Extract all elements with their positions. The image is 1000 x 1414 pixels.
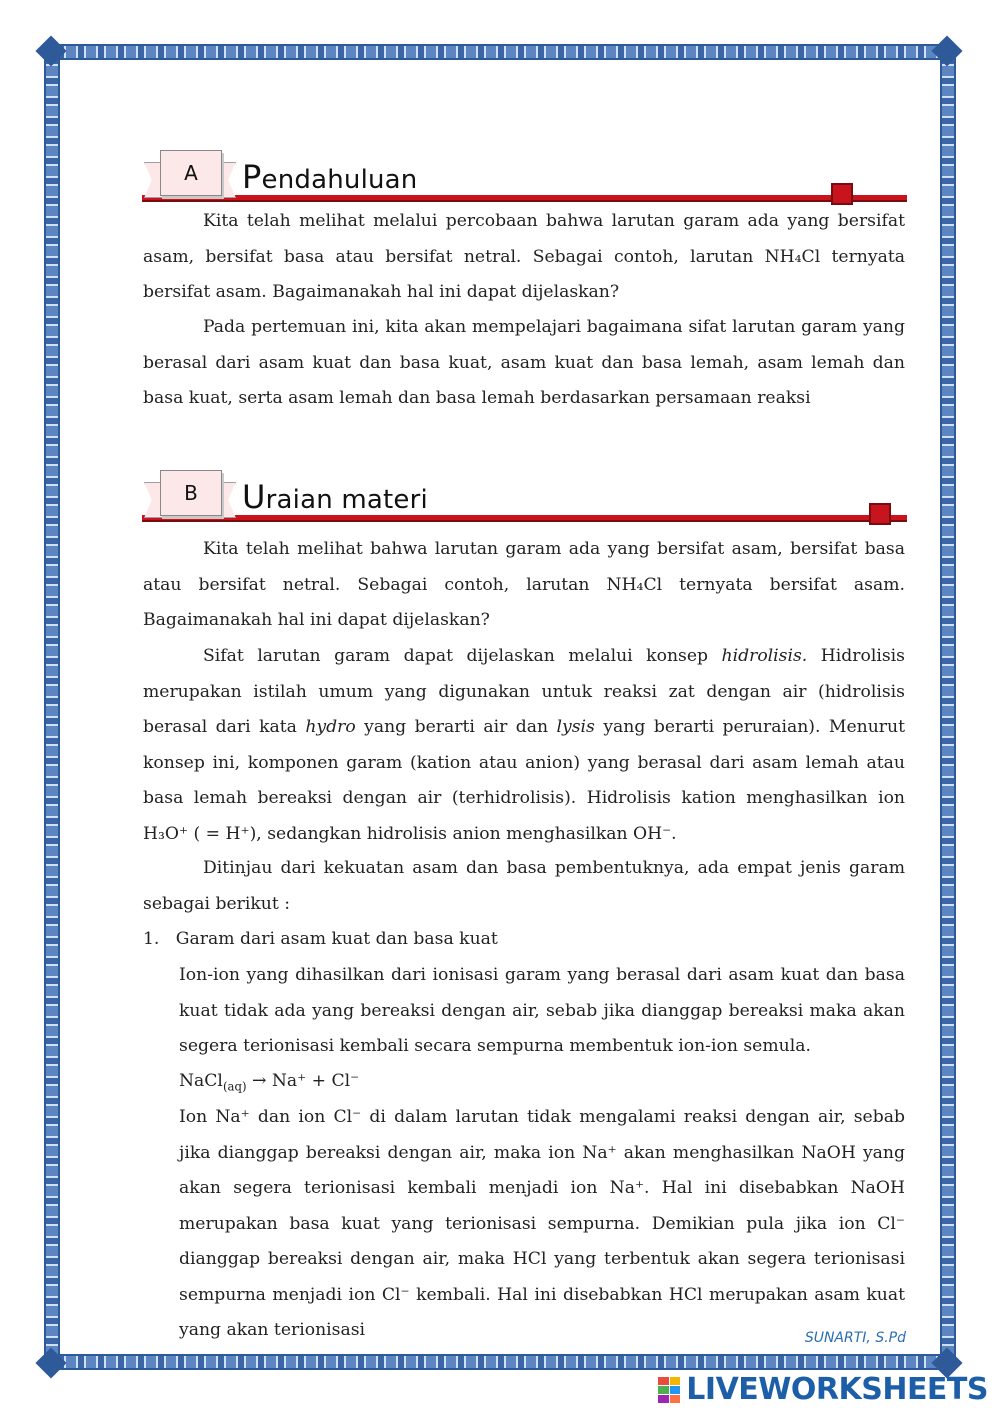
frame-left-border	[44, 46, 60, 1366]
section-a-paragraph-1: Kita telah melihat melalui percobaan bahwa larutan garam ada yang bersifat asam, bersifat basa atau bersifat netral. Sebagai contoh, larutan NH₄Cl ternyata bersifat asam. Bagaimanakah hal ini dapat dijelaskan?	[143, 211, 905, 302]
section-b-heading	[142, 468, 907, 526]
liveworksheets-logo-icon	[658, 1377, 680, 1403]
banner-ribbon-icon	[144, 468, 236, 522]
list-item-1: 1. Garam dari asam kuat dan basa kuat	[143, 929, 498, 949]
frame-top-border	[46, 44, 954, 60]
section-a-badge: A	[160, 150, 222, 196]
item-1-equation: NaCl$_{(aq)}$ → Na⁺ + Cl⁻	[179, 1071, 360, 1094]
section-b-title: Uraian materi	[242, 478, 428, 516]
author-signature: SUNARTI, S.Pd	[804, 1330, 906, 1346]
section-a-title: Pendahuluan	[242, 158, 418, 196]
frame-corner-ornament	[35, 35, 66, 66]
section-b-badge: B	[160, 470, 222, 516]
section-b-paragraph-3: Ditinjau dari kekuatan asam dan basa pembentuknya, ada empat jenis garam sebagai berikut :	[143, 858, 905, 914]
section-a-heading	[142, 148, 907, 206]
item-1-paragraph-2: Ion Na⁺ dan ion Cl⁻ di dalam larutan tidak mengalami reaksi dengan air, sebab jika dianggap bereaksi dengan air, maka ion Na⁺ akan menghasilkan NaOH yang akan segera terionisasi kembali menjadi ion Na⁺. Hal ini disebabkan NaOH merupakan basa kuat yang terionisasi sempurna. Demikian pula jika ion Cl⁻ dianggap bereaksi dengan air, maka HCl yang terbentuk akan segera terionisasi sempurna menjadi ion Cl⁻ kembali. Hal ini disebabkan HCl merupakan asam kuat yang akan terionisasi	[179, 1107, 905, 1340]
item-1-paragraph-1: Ion-ion yang dihasilkan dari ionisasi garam yang berasal dari asam kuat dan basa kuat tidak ada yang bereaksi dengan air, sebab jika dianggap bereaksi maka akan segera terionisasi kembali secara sempurna membentuk ion-ion semula.	[179, 965, 905, 1056]
section-b-paragraph-1: Kita telah melihat bahwa larutan garam ada yang bersifat asam, bersifat basa atau bersifat netral. Sebagai contoh, larutan NH₄Cl ternyata bersifat asam. Bagaimanakah hal ini dapat dijelaskan?	[143, 539, 905, 630]
heading-rule-knob	[869, 503, 891, 525]
heading-rule-knob	[831, 183, 853, 205]
section-a-paragraph-2: Pada pertemuan ini, kita akan mempelajari bagaimana sifat larutan garam yang berasal dari asam kuat dan basa kuat, asam kuat dan basa lemah, asam lemah dan basa kuat, serta asam lemah dan basa lemah berdasarkan persamaan reaksi	[143, 317, 905, 408]
liveworksheets-brand[interactable]	[658, 1372, 988, 1407]
liveworksheets-wordmark: LIVEWORKSHEETS	[686, 1372, 988, 1407]
frame-right-border	[940, 46, 956, 1366]
banner-ribbon-icon	[144, 148, 236, 202]
frame-corner-ornament	[931, 35, 962, 66]
frame-bottom-border	[46, 1354, 954, 1370]
section-b-paragraph-2: Sifat larutan garam dapat dijelaskan melalui konsep hidrolisis. Hidrolisis merupakan istilah umum yang digunakan untuk reaksi zat dengan air (hidrolisis berasal dari kata hydro yang berarti air dan lysis yang berarti peruraian). Menurut konsep ini, komponen garam (kation atau anion) yang berasal dari asam lemah atau basa lemah bereaksi dengan air (terhidrolisis). Hidrolisis kation menghasilkan ion H₃O⁺ ( = H⁺), sedangkan hidrolisis anion menghasilkan OH⁻.	[143, 646, 905, 844]
frame-corner-ornament	[35, 1347, 66, 1378]
